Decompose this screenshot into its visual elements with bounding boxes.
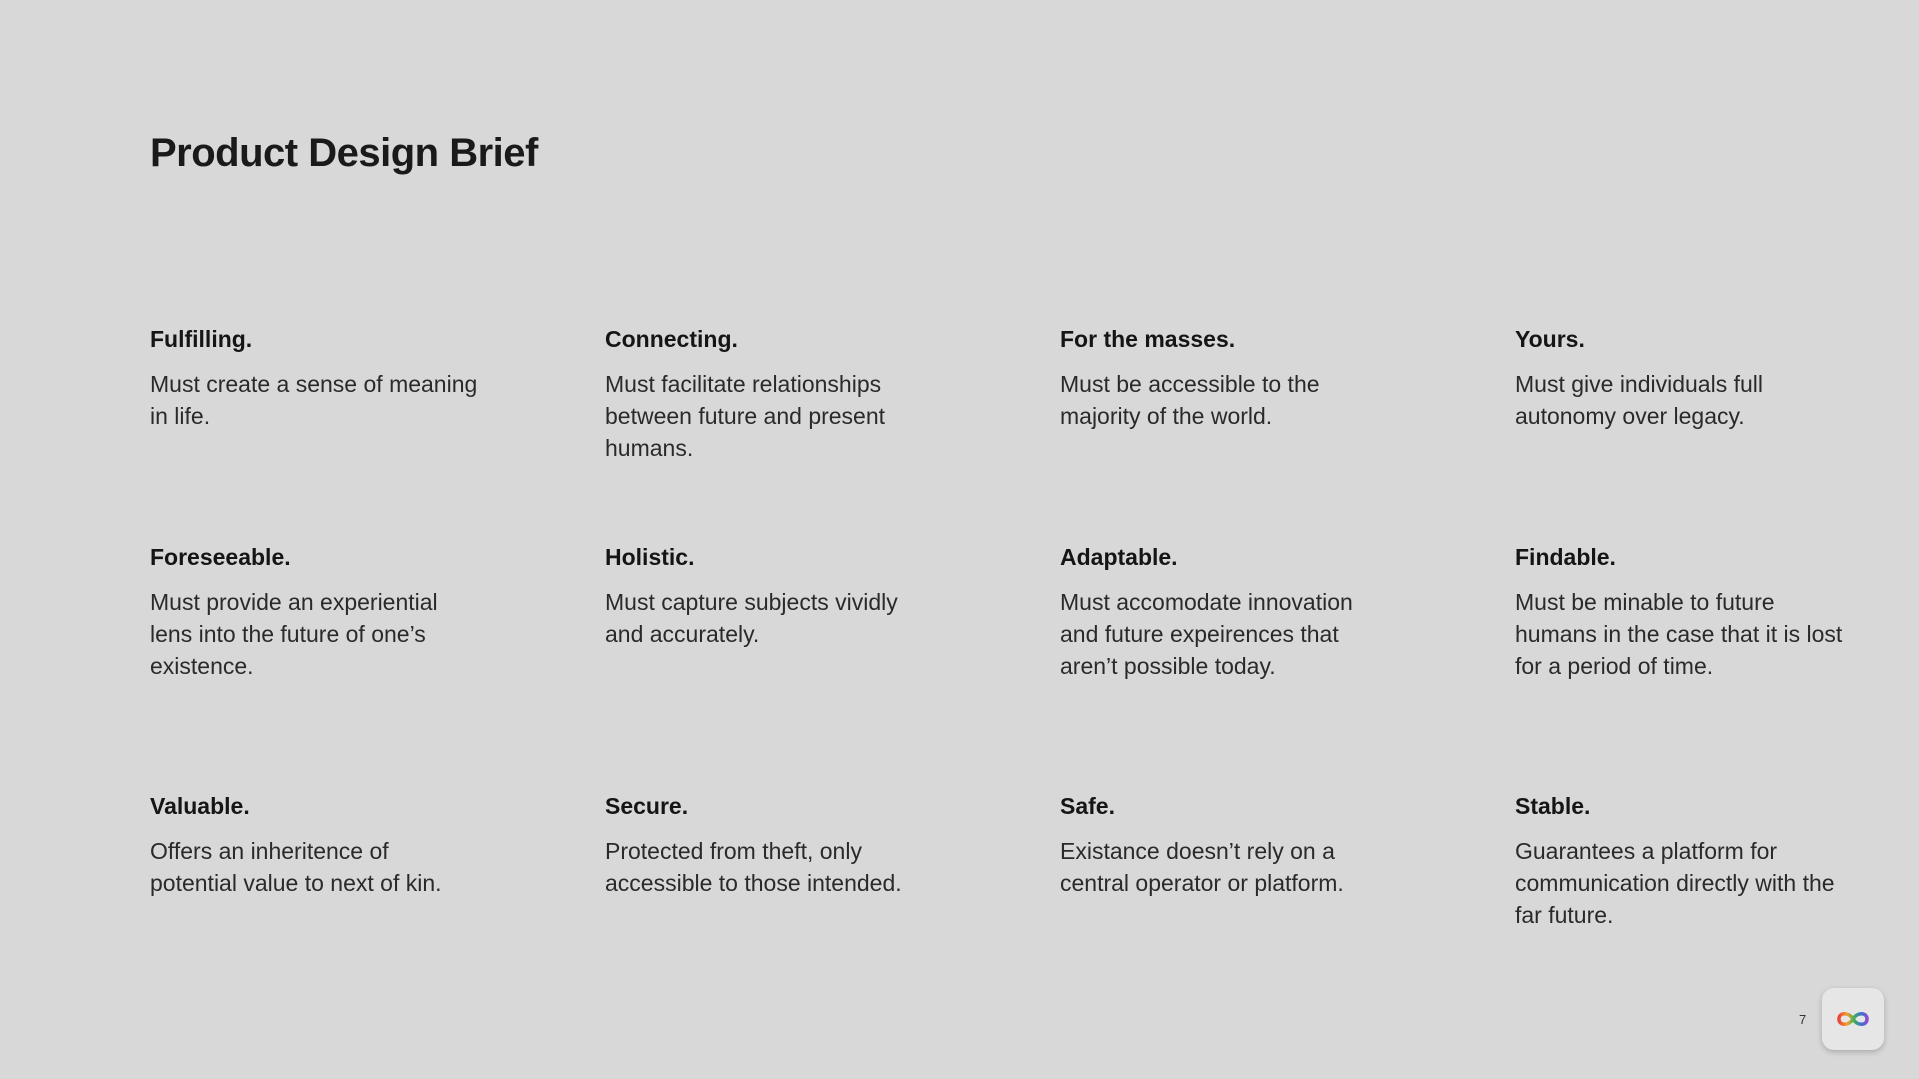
principle-heading: Secure.	[605, 793, 689, 819]
principle-card	[150, 324, 480, 432]
principle-heading: Adaptable.	[1060, 544, 1178, 570]
principle-card	[150, 542, 480, 682]
principle-card	[605, 791, 935, 899]
principle-text: Must be accessible to the majority of the world.	[1060, 371, 1320, 429]
principle-heading: Valuable.	[150, 793, 250, 819]
principle-text: Must be minable to future humans in the case that it is lost for a period of time.	[1515, 589, 1843, 679]
principle-heading: For the masses.	[1060, 326, 1236, 352]
logo-button[interactable]	[1822, 988, 1884, 1050]
principle-heading: Holistic.	[605, 544, 695, 570]
principle-text: Must accomodate innovation and future expeirences that aren’t possible today.	[1060, 589, 1353, 679]
infinity-icon	[1834, 1008, 1872, 1030]
principle-text: Protected from theft, only accessible to those intended.	[605, 838, 902, 896]
principle-heading: Connecting.	[605, 326, 738, 352]
principle-card	[150, 791, 480, 899]
principle-text: Must give individuals full autonomy over legacy.	[1515, 371, 1764, 429]
principle-heading: Foreseeable.	[150, 544, 291, 570]
principle-card	[1515, 542, 1845, 682]
principle-text: Guarantees a platform for communication directly with the far future.	[1515, 838, 1835, 928]
principle-heading: Fulfilling.	[150, 326, 253, 352]
principle-text: Must create a sense of meaning in life.	[150, 371, 478, 429]
principle-heading: Safe.	[1060, 793, 1115, 819]
principle-card	[1060, 791, 1390, 899]
principle-heading: Yours.	[1515, 326, 1585, 352]
principle-card	[1060, 542, 1390, 682]
principle-card	[1060, 324, 1390, 432]
slide-title: Product Design Brief	[150, 131, 538, 175]
principle-heading: Findable.	[1515, 544, 1616, 570]
principle-text: Must provide an experiential lens into the future of one’s existence.	[150, 589, 438, 679]
page-number: 7	[1799, 1012, 1807, 1027]
principle-heading: Stable.	[1515, 793, 1591, 819]
principle-card	[605, 542, 935, 650]
principle-text: Must capture subjects vividly and accurately.	[605, 589, 898, 647]
principle-card	[1515, 324, 1845, 432]
principle-card	[1515, 791, 1845, 931]
principle-text: Offers an inheritence of potential value to next of kin.	[150, 838, 442, 896]
principle-text: Must facilitate relationships between future and present humans.	[605, 371, 886, 461]
principle-card	[605, 324, 935, 464]
principle-text: Existance doesn’t rely on a central operator or platform.	[1060, 838, 1344, 896]
